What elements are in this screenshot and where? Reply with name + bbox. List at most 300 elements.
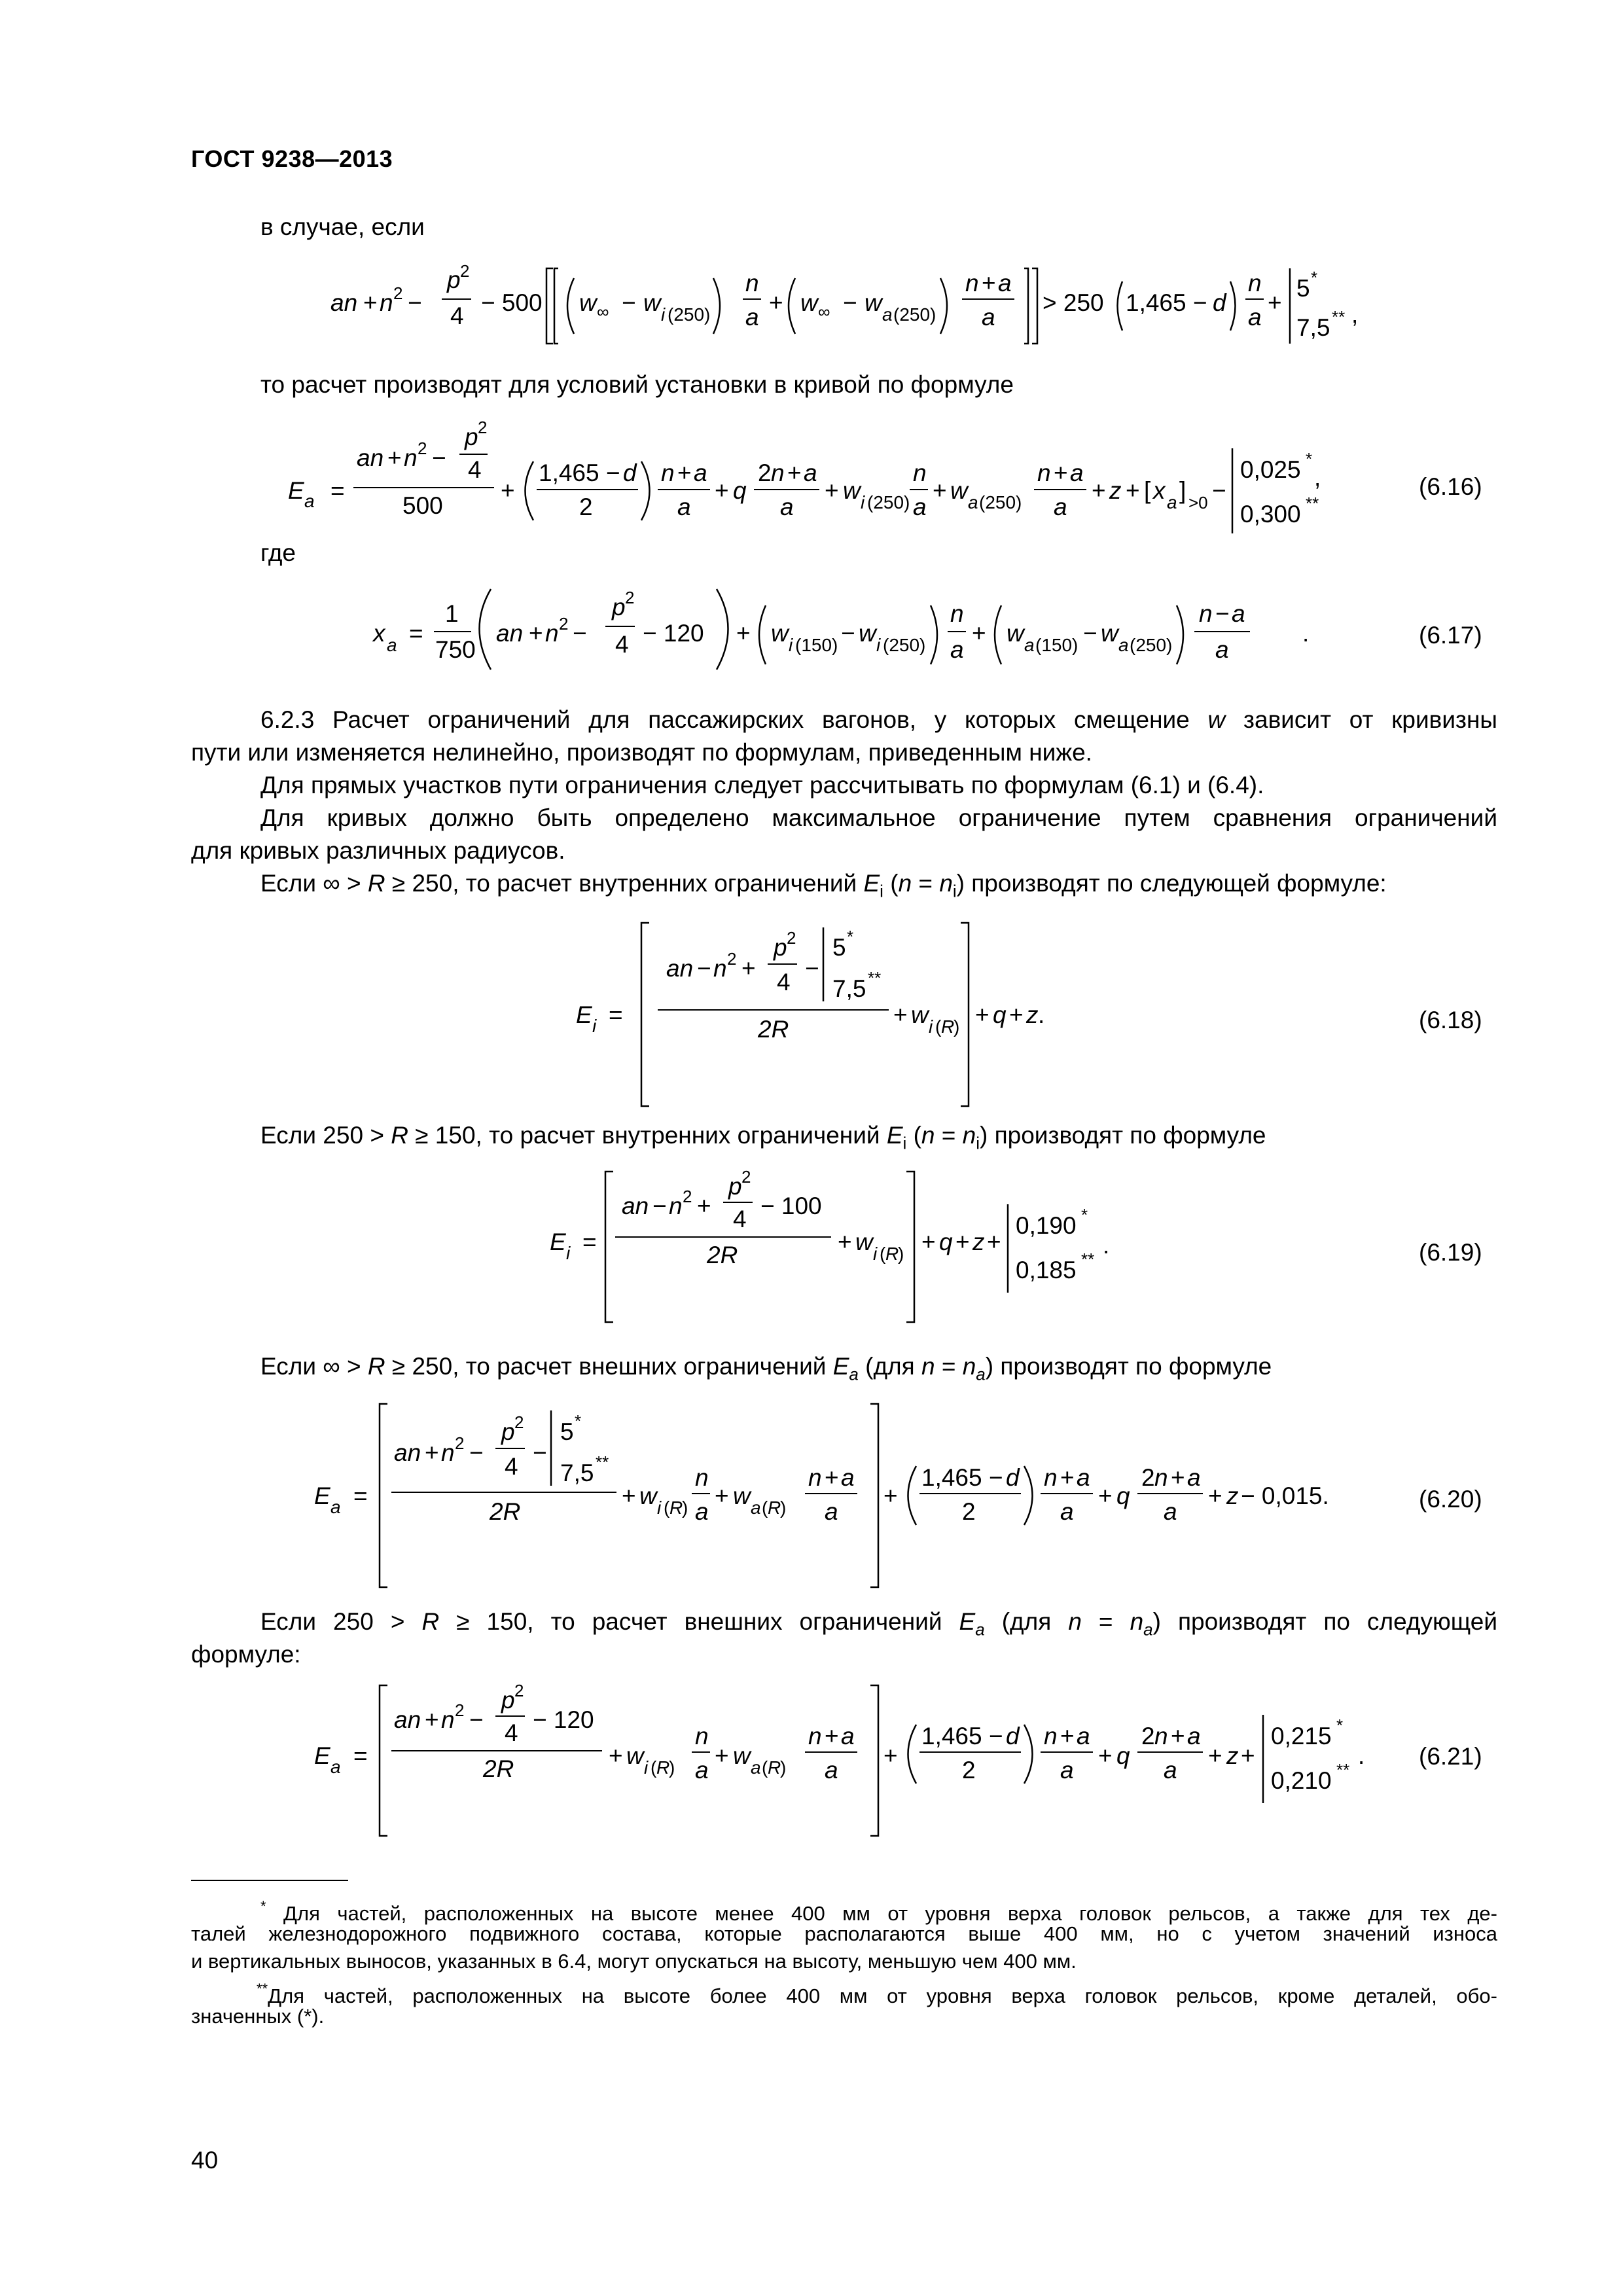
svg-text:+: + [425,1706,439,1733]
eq-number-6-20: (6.20) [1419,1486,1482,1513]
svg-text:+: + [1009,1001,1024,1028]
svg-text:2: 2 [787,928,796,948]
svg-text:a: a [695,1757,709,1784]
svg-text:+: + [1241,1742,1255,1769]
svg-text:w: w [843,477,861,504]
svg-text:a: a [677,493,691,520]
svg-text:w: w [771,620,789,647]
svg-text:1,465 −: 1,465 − [539,459,620,486]
svg-text:∞: ∞ [597,302,609,321]
svg-text:4: 4 [505,1453,518,1480]
svg-text:n: n [808,1464,822,1491]
svg-text:,: , [1351,301,1359,328]
svg-text:−: − [533,1439,547,1466]
svg-text:*: * [1081,1205,1088,1225]
formula-6-20 [314,1401,1394,1594]
svg-text:4: 4 [450,302,464,329]
svg-text:+: + [363,289,378,316]
eq619-value-1: 0,190 [1016,1212,1077,1239]
svg-text:−: − [697,955,711,982]
svg-text:− 120: − 120 [533,1706,594,1733]
svg-text:*: * [1306,449,1313,469]
svg-text:R: R [669,1498,683,1518]
svg-text:(150): (150) [795,635,838,655]
para-623-line4: Для кривых должно быть определено максимальное ограничение путем сравнения ограничений [260,804,1497,831]
svg-text:+: + [387,444,402,471]
svg-text:n: n [950,600,964,627]
svg-text:w: w [950,477,968,504]
svg-text:4: 4 [777,969,791,996]
svg-text:+: + [825,1723,839,1749]
intro-text: в случае, если [260,213,425,240]
svg-text:2: 2 [625,588,635,607]
svg-text:2: 2 [478,418,488,437]
svg-text:i: i [876,635,881,655]
svg-text:+: + [1098,1742,1113,1769]
eq-number-6-16: (6.16) [1419,473,1482,500]
svg-text:*: * [847,927,854,946]
svg-text:2: 2 [579,493,593,520]
svg-text:+: + [715,477,729,504]
svg-text:− 500: − 500 [481,289,543,316]
svg-text:+: + [883,1482,898,1509]
svg-text:1: 1 [445,600,459,627]
svg-text:(250): (250) [867,492,910,512]
svg-text:q: q [939,1229,953,1255]
para-623-line3: Для прямых участков пути ограничения следует рассчитывать по формулам (6.1) и (6.4). [260,772,1264,798]
svg-text:+: + [622,1482,636,1509]
svg-text:−: − [1083,620,1097,647]
svg-text:+: + [893,1001,908,1028]
eq-number-6-19: (6.19) [1419,1239,1482,1266]
svg-text:): ) [898,1244,904,1264]
svg-text:2: 2 [741,1167,751,1187]
svg-text:d: d [623,459,637,486]
intro-6-20: Если ∞ > R ≥ 250, то расчет внешних ограничений $E_a$ (для $n = n_a$) производят по формуле [260,1353,1272,1384]
svg-text:− 120: − 120 [643,620,704,647]
svg-text:a: a [841,1464,855,1491]
para-623-line2: пути или изменяется нелинейно, производят по формулам, приведенным ниже. [191,739,1092,766]
svg-text:+: + [1092,477,1106,504]
svg-text:=: = [582,1229,597,1255]
svg-text:=: = [353,1742,368,1769]
svg-text:R: R [656,1757,670,1778]
svg-text:2: 2 [1141,1464,1155,1491]
svg-text:E: E [576,1001,592,1028]
svg-text:5: 5 [560,1418,574,1445]
where-text: где [260,539,296,566]
svg-text:+: + [501,477,515,504]
svg-text:a: a [982,304,995,331]
svg-text:z: z [972,1229,985,1255]
svg-text:an: an [394,1439,421,1466]
svg-text:+: + [1171,1464,1185,1491]
svg-text:n: n [1248,270,1262,296]
condition-value-7-5: 7,5 [1296,314,1330,341]
svg-text:[: [ [1144,477,1151,504]
svg-text:2: 2 [455,1433,465,1453]
eq-number-6-21: (6.21) [1419,1743,1482,1770]
svg-text:a: a [913,493,927,520]
svg-text:a: a [1024,635,1035,655]
svg-text:a: a [745,304,759,331]
svg-text:w: w [579,289,597,316]
svg-text:n: n [695,1723,709,1749]
svg-text:p: p [447,266,461,293]
svg-text:x: x [1153,477,1166,504]
svg-text:q: q [733,477,747,504]
svg-text:i: i [789,635,793,655]
svg-text:> 250: > 250 [1043,289,1104,316]
svg-text:p: p [728,1173,742,1200]
svg-text:500: 500 [402,492,443,519]
svg-text:n: n [745,270,759,296]
eq616-value-1: 0,025 [1240,456,1301,483]
svg-text:n: n [1154,1723,1168,1749]
svg-text:w: w [1101,620,1118,647]
svg-text:(: ( [762,1757,768,1778]
svg-text:+: + [425,1439,439,1466]
svg-text:1,465 −: 1,465 − [921,1464,1003,1491]
svg-text:− 100: − 100 [760,1193,822,1219]
svg-text:750: 750 [435,636,476,663]
svg-text:(: ( [664,1498,670,1518]
svg-text:(250): (250) [668,304,711,325]
svg-text:(: ( [935,1016,942,1037]
svg-text:w: w [800,289,818,316]
svg-text:w: w [865,289,882,316]
svg-text:**: ** [596,1452,609,1472]
svg-text:+: + [982,270,996,296]
svg-text:+: + [883,1742,898,1769]
svg-text:R: R [941,1016,955,1037]
svg-text:4: 4 [468,456,482,483]
then-text: то расчет производят для условий установки в кривой по формуле [260,371,1014,398]
svg-text:1,465 −: 1,465 − [921,1723,1003,1749]
svg-text:w: w [733,1482,751,1509]
svg-text:.: . [1103,1232,1110,1259]
svg-text:a: a [1215,636,1229,663]
svg-text:2: 2 [1141,1723,1155,1749]
svg-text:=: = [353,1482,368,1509]
svg-text:an: an [622,1193,649,1219]
footnote-2-line2: значенных (*). [191,2005,325,2028]
svg-text:(: ( [880,1244,886,1264]
svg-text:+: + [1060,1464,1075,1491]
svg-text:E: E [314,1742,330,1769]
svg-text:+: + [1208,1482,1222,1509]
para-623-line5: для кривых различных радиусов. [191,837,565,864]
svg-text:z: z [1226,1742,1239,1769]
svg-text:,: , [1314,464,1321,491]
svg-text:i: i [592,1016,597,1036]
svg-text:q: q [1116,1482,1130,1509]
svg-text:(250): (250) [979,492,1022,512]
svg-text:a: a [950,636,964,663]
svg-text:a: a [1164,1498,1177,1525]
svg-text:n: n [808,1723,822,1749]
svg-text:−: − [805,955,819,982]
svg-text:a: a [1060,1498,1074,1525]
svg-text:+: + [838,1229,852,1255]
svg-text:a: a [1077,1723,1090,1749]
svg-text:i: i [566,1243,571,1263]
svg-text:n: n [661,459,675,486]
svg-text:an: an [330,289,358,316]
svg-text:−: − [573,620,587,647]
svg-text:a: a [1232,600,1245,627]
svg-text:−: − [1215,600,1230,627]
svg-text:+: + [1268,289,1282,316]
svg-text:E: E [288,477,304,504]
svg-text:2: 2 [559,614,569,634]
svg-text:i: i [661,304,666,325]
svg-text:n: n [1037,459,1051,486]
footnote-rule [191,1880,348,1881]
svg-text:a: a [882,304,893,325]
svg-text:a: a [330,1497,341,1517]
svg-text:+: + [955,1229,970,1255]
svg-text:p: p [774,934,787,961]
svg-text:+: + [741,955,756,982]
formula-6-18 [576,920,1165,1113]
svg-text:2: 2 [962,1757,976,1784]
svg-text:+: + [736,620,751,647]
svg-text:): ) [682,1498,688,1518]
svg-text:n: n [669,1193,683,1219]
svg-text:n: n [441,1439,455,1466]
para-623-line6: Если ∞ > R ≥ 250, то расчет внутренних ограничений $E_i$ $(n = n_i)$ производят по следующей формуле: [260,870,1387,901]
svg-text:+: + [825,477,839,504]
svg-text:**: ** [1332,307,1346,327]
footnote-1-line2: талей железнодорожного подвижного состава, которые располагаются выше 400 мм, но с учетом значений износа [191,1922,1497,1945]
svg-text:z: z [1026,1001,1039,1028]
svg-text:): ) [780,1757,787,1778]
svg-text:d: d [1006,1464,1020,1491]
svg-text:n: n [713,955,727,982]
svg-text:**: ** [1306,493,1319,513]
svg-text:n: n [965,270,979,296]
svg-text:a: a [1187,1464,1201,1491]
svg-text:**: ** [868,968,882,988]
svg-text:a: a [1070,459,1084,486]
svg-text:a: a [1054,493,1067,520]
svg-text:n: n [695,1464,709,1491]
svg-text:E: E [550,1229,566,1255]
svg-text:2: 2 [455,1700,465,1720]
svg-text:n: n [380,289,393,316]
svg-text:2R: 2R [483,1755,514,1782]
svg-text:i: i [861,492,865,512]
svg-text:R: R [885,1244,899,1264]
svg-text:−: − [1212,477,1226,504]
svg-text:]: ] [1179,477,1186,504]
svg-text:z: z [1109,477,1122,504]
svg-text:2: 2 [962,1498,976,1525]
svg-text:x: x [373,620,385,647]
svg-text:an: an [666,955,694,982]
svg-text:.: . [1302,620,1310,647]
svg-text:−: − [432,444,446,471]
eq-number-6-17: (6.17) [1419,622,1482,649]
svg-text:2: 2 [514,1412,524,1432]
svg-text:(: ( [762,1498,768,1518]
svg-text:+: + [769,289,783,316]
svg-text:p: p [612,594,626,620]
svg-text:+: + [972,620,986,647]
svg-text:n: n [1154,1464,1168,1491]
svg-text:a: a [751,1498,761,1518]
svg-text:a: a [825,1498,838,1525]
svg-text:w: w [859,620,876,647]
svg-text:w: w [733,1742,751,1769]
svg-text:>0: >0 [1188,493,1208,512]
svg-text:4: 4 [505,1719,518,1746]
svg-text:2R: 2R [490,1498,521,1525]
svg-text:i: i [657,1498,662,1518]
svg-text:w: w [855,1229,873,1255]
svg-text:a: a [968,492,978,512]
svg-text:an: an [394,1706,421,1733]
svg-text:i: i [873,1244,878,1264]
svg-text:+: + [1171,1723,1185,1749]
svg-text:R: R [768,1757,781,1778]
intro-6-19: Если 250 > R ≥ 150, то расчет внутренних ограничений $E_i$ $(n = n_i)$ производят по формуле [260,1122,1266,1153]
svg-text:7,5: 7,5 [560,1460,594,1486]
svg-text:+: + [975,1001,990,1028]
svg-text:n: n [913,459,927,486]
svg-text:w: w [911,1001,929,1028]
footnote-1-line1: * Для частей, расположенных на высоте менее 400 мм от уровня верха головок рельсов, а также для тех де- [260,1898,1497,1925]
svg-text:a: a [1248,304,1262,331]
svg-text:): ) [780,1498,787,1518]
svg-text:+: + [933,477,947,504]
svg-text:+: + [677,459,692,486]
svg-text:R: R [768,1498,781,1518]
svg-text:2: 2 [758,459,772,486]
svg-text:a: a [1167,492,1177,512]
svg-text:*: * [1336,1715,1344,1735]
svg-text:w: w [626,1742,644,1769]
svg-text:a: a [387,635,397,655]
svg-text:d: d [1213,289,1226,316]
svg-text:−: − [652,1193,667,1219]
svg-text:5: 5 [832,934,846,961]
svg-text:n: n [1199,600,1213,627]
svg-text:a: a [998,270,1012,296]
svg-text:1,465 −: 1,465 − [1126,289,1207,316]
svg-text:*: * [1311,268,1318,287]
svg-text:−: − [408,289,422,316]
eq621-value-2: 0,210 [1271,1767,1332,1794]
svg-text:+: + [987,1229,1001,1255]
svg-text:a: a [694,459,707,486]
svg-text:+: + [697,1193,711,1219]
svg-text:+: + [1060,1723,1075,1749]
svg-text:n: n [404,444,418,471]
svg-text:+: + [1098,1482,1113,1509]
svg-text:4: 4 [615,631,629,658]
svg-text:∞: ∞ [818,302,830,321]
svg-text:an: an [357,444,384,471]
eq-number-6-18: (6.18) [1419,1007,1482,1033]
footnote-2-line1: **Для частей, расположенных на высоте более 400 мм от уровня верха головок рельсов, кроме деталей, обо- [257,1981,1497,2007]
svg-text:.: . [1358,1742,1365,1769]
eq619-value-2: 0,185 [1016,1257,1077,1283]
svg-text:a: a [841,1723,855,1749]
svg-text:a: a [695,1498,709,1525]
svg-text:−: − [469,1706,484,1733]
formula-6-17 [373,579,1322,681]
svg-text:a: a [780,493,794,520]
svg-text:(250): (250) [883,635,926,655]
condition-value-5: 5 [1296,275,1310,302]
svg-text:2: 2 [393,283,403,303]
condition-formula [330,259,1378,361]
eq621-value-1: 0,215 [1271,1723,1332,1749]
svg-text:p: p [465,423,478,450]
svg-text:+: + [715,1742,729,1769]
svg-text:a: a [1060,1757,1074,1784]
svg-text:+: + [921,1229,936,1255]
svg-text:**: ** [1081,1249,1095,1269]
svg-text:+: + [787,459,802,486]
svg-text:a: a [1118,635,1129,655]
para-623-line1: 6.2.3 Расчет ограничений для пассажирских вагонов, у которых смещение w зависит от кривизны [260,706,1497,733]
svg-text:q: q [993,1001,1007,1028]
svg-text:(: ( [651,1757,657,1778]
svg-text:): ) [669,1757,675,1778]
intro-6-21-line2: формуле: [191,1641,301,1668]
svg-text:a: a [825,1757,838,1784]
formula-6-16 [288,419,1400,541]
svg-text:**: ** [1336,1760,1350,1780]
svg-text:a: a [1077,1464,1090,1491]
svg-text:n: n [1044,1464,1058,1491]
svg-text:−: − [843,289,857,316]
svg-text:w: w [639,1482,657,1509]
page-number: 40 [191,2147,219,2174]
svg-text:(150): (150) [1035,635,1079,655]
standard-header: ГОСТ 9238—2013 [191,145,393,172]
svg-text:q: q [1116,1742,1130,1769]
svg-text:a: a [804,459,817,486]
svg-text:p: p [501,1687,515,1713]
svg-text:an: an [496,620,524,647]
svg-text:(250): (250) [1130,635,1173,655]
svg-text:w: w [643,289,661,316]
svg-text:a: a [1187,1723,1201,1749]
svg-text:(250): (250) [893,304,936,325]
svg-text:w: w [1007,620,1024,647]
svg-text:i: i [644,1757,649,1778]
svg-text:−: − [841,620,855,647]
svg-text:+: + [825,1464,839,1491]
svg-text:i: i [929,1016,933,1037]
svg-text:n: n [441,1706,455,1733]
svg-text:−: − [469,1439,484,1466]
svg-text:a: a [751,1757,761,1778]
svg-text:2R: 2R [758,1016,789,1043]
svg-text:*: * [575,1411,582,1431]
svg-text:n: n [771,459,785,486]
svg-text:2R: 2R [707,1242,738,1268]
svg-text:): ) [954,1016,960,1037]
svg-text:+: + [529,620,543,647]
svg-text:a: a [1164,1757,1177,1784]
svg-text:+: + [609,1742,623,1769]
svg-text:2: 2 [460,261,470,281]
